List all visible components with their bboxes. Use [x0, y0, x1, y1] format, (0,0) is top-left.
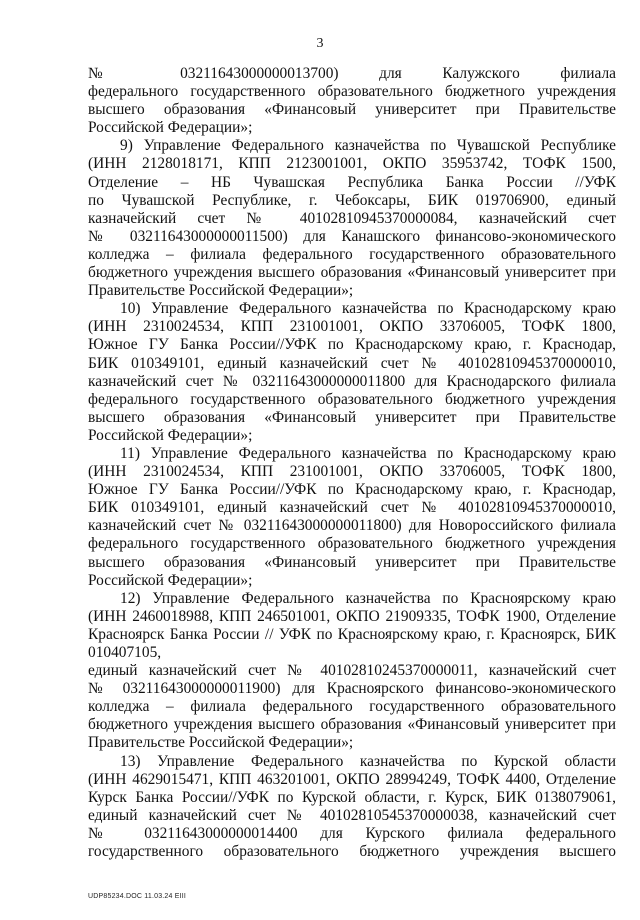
text-line: Российской Федерации»;	[88, 571, 253, 589]
text-line: высшего образования «Финансовый университет при Правительстве	[88, 101, 616, 119]
text-line: Правительстве Российской Федерации»;	[88, 734, 354, 752]
text-line: Российской Федерации»;	[88, 426, 253, 444]
text-line: Отделение – НБ Чувашская Республика Банка России //УФК	[88, 173, 616, 191]
text-line: № 03211643000000011900) для Красноярского финансово-экономического	[88, 680, 616, 698]
paragraph-start-13: 13) Управление Федерального казначейства по Курской области	[120, 752, 616, 770]
page-number: 3	[316, 36, 324, 51]
document-body	[88, 65, 616, 861]
paragraph-start-9: 9) Управление Федерального казначейства по Чувашской Республике	[120, 137, 616, 155]
text-line: Красноярск Банка России // УФК по Красноярскому краю, г. Красноярск, БИК	[88, 625, 616, 643]
text-line: колледжа – филиала федерального государственного образовательного	[88, 245, 616, 263]
text-line: 010407105,	[88, 644, 162, 661]
text-line: (ИНН 2310024534, КПП 231001001, ОКПО 33706005, ТОФК 1800,	[88, 463, 616, 481]
text-line: государственного образовательного бюджетного учреждения высшего	[88, 843, 616, 861]
paragraph-start-11: 11) Управление Федерального казначейства по Краснодарскому краю	[120, 444, 616, 462]
text-line: (ИНН 4629015471, КПП 463201001, ОКПО 28994249, ТОФК 4400, Отделение	[88, 770, 616, 788]
text-line: (ИНН 2310024534, КПП 231001001, ОКПО 33706005, ТОФК 1800,	[88, 318, 616, 336]
text-line: казначейский счет № 03211643000000011800) для Новороссийского филиала	[88, 517, 616, 535]
text-line: Российской Федерации»;	[88, 119, 253, 137]
text-line: федерального государственного образовательного бюджетного учреждения	[88, 535, 616, 553]
text-line: № 03211643000000014400 для Курского филиала федерального	[88, 824, 616, 842]
text-line: № 03211643000000013700) для Калужского филиала	[88, 65, 616, 82]
text-line: Правительстве Российской Федерации»;	[88, 282, 354, 300]
text-line: федерального государственного образовательного бюджетного учреждения	[88, 83, 616, 101]
text-line: (ИНН 2128018171, КПП 2123001001, ОКПО 35953742, ТОФК 1500,	[88, 155, 616, 173]
text-line: Южное ГУ Банка России//УФК по Краснодарскому краю, г. Краснодар,	[88, 481, 616, 499]
text-line: единый казначейский счет № 40102810245370000011, казначейский счет	[88, 662, 616, 680]
text-line: единый казначейский счет № 40102810545370000038, казначейский счет	[88, 806, 616, 824]
text-line: казначейский счет № 03211643000000011800 для Краснодарского филиала	[88, 372, 616, 390]
text-line: Курск Банка России//УФК по Курской области, г. Курск, БИК 0138079061,	[88, 788, 616, 806]
paragraph-start-10: 10) Управление Федерального казначейства по Краснодарскому краю	[120, 300, 616, 318]
text-line: бюджетного учреждения высшего образования «Финансовый университет при	[88, 264, 616, 282]
text-line: федерального государственного образовательного бюджетного учреждения	[88, 390, 616, 408]
document-footer-code: UDP85234.DOC 11.03.24 EIII	[88, 893, 187, 900]
paragraph-start-12: 12) Управление Федерального казначейства по Красноярскому краю	[120, 589, 616, 607]
text-line: БИК 010349101, единый казначейский счет № 40102810945370000010,	[88, 499, 616, 517]
text-line: по Чувашской Республике, г. Чебоксары, БИК 019706900, единый	[88, 191, 616, 209]
text-line: высшего образования «Финансовый университет при Правительстве	[88, 408, 616, 426]
text-line: БИК 010349101, единый казначейский счет № 40102810945370000010,	[88, 354, 616, 372]
text-line: высшего образования «Финансовый университет при Правительстве	[88, 553, 616, 571]
text-line: (ИНН 2460018988, КПП 246501001, ОКПО 21909335, ТОФК 1900, Отделение	[88, 607, 616, 625]
text-line: казначейский счет № 40102810945370000084, казначейский счет	[88, 209, 616, 227]
text-line: колледжа – филиала федерального государственного образовательного	[88, 698, 616, 716]
text-line: бюджетного учреждения высшего образования «Финансовый университет при	[88, 716, 616, 734]
text-line: Южное ГУ Банка России//УФК по Краснодарскому краю, г. Краснодар,	[88, 336, 616, 354]
text-line: № 03211643000000011500) для Канашского финансово-экономического	[88, 227, 616, 245]
